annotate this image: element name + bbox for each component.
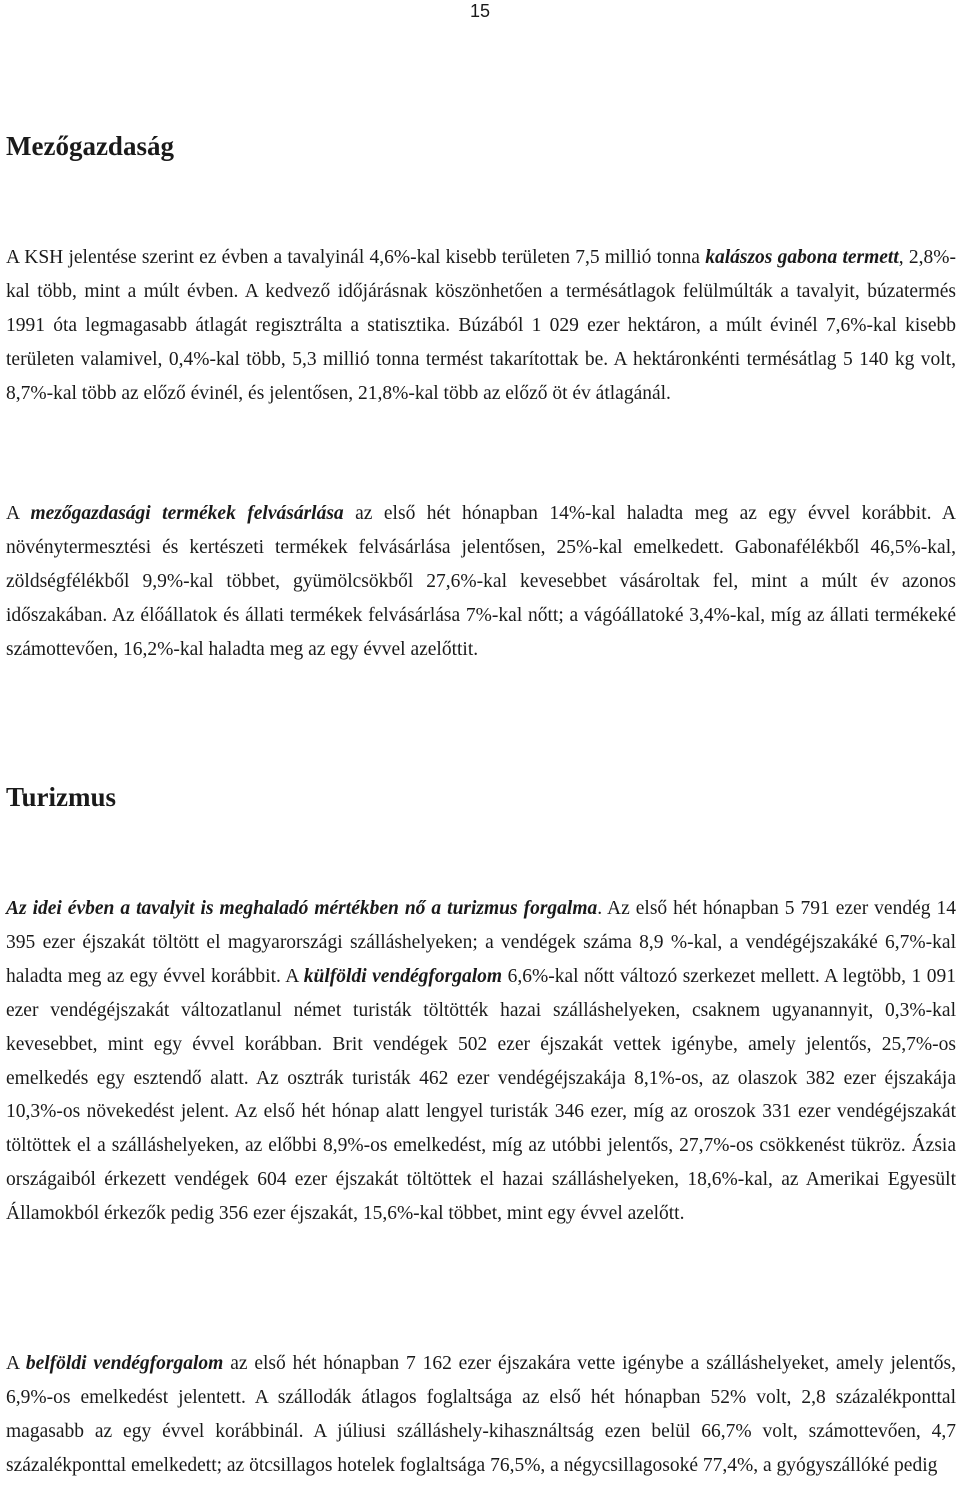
text-run: . Az első hét hónapban 5 791 ezer vendég 14 395 ezer éjszakát töltött el magyarországi szálláshelyeken; a vendégek száma 8,9 %-kal, a vendégéjszakáké 6,7%-kal haladta meg az egy évvel korábbit. A	[6, 898, 956, 987]
agriculture-paragraph-1	[6, 241, 956, 411]
emphasis-run: kalászos gabona termett	[705, 247, 899, 268]
text-run: A	[6, 503, 31, 524]
text-run: , 2,8%-kal több, mint a múlt évben. A kedvező időjárásnak köszönhetően a termésátlagok felülmúlták a tavalyit, búzatermés 1991 óta legmagasabb átlagát regisztrálta a statisztika. Búzából 1 029 ezer hektáron, a múlt évinél 7,6%-kal kisebb területen valamivel, 0,4%-kal több, 5,3 millió tonna termést takarítottak be. A hektáronkénti termésátlag 5 140 kg volt, 8,7%-kal több az előző évinél, és jelentősen, 21,8%-kal több az előző öt év átlagánál.	[6, 247, 956, 404]
page-number: 15	[469, 1, 491, 21]
agriculture-paragraph-2	[6, 497, 956, 667]
text-run: A KSH jelentése szerint ez évben a tavalyinál 4,6%-kal kisebb területen 7,5 millió tonna	[6, 247, 706, 268]
emphasis-run: belföldi vendégforgalom	[25, 1353, 224, 1374]
emphasis-run: külföldi vendégforgalom	[303, 965, 503, 987]
emphasis-run: Az idei évben a tavalyit is meghaladó mértékben nő a turizmus forgalma	[6, 898, 598, 919]
tourism-paragraph-2	[6, 1347, 956, 1483]
section-title-agriculture: Mezőgazdaság	[6, 131, 174, 161]
text-run: 6,6%-kal nőtt változó szerkezet mellett. A legtöbb, 1 091 ezer vendégéjszakát változatlanul német turisták töltötték hazai szálláshelyeken, csaknem ugyanannyit, 0,3%-kal kevesebbet, mint egy évvel korábban. Brit vendégek 502 ezer éjszakát vettek igénybe, amely jelentős, 25,7%-os emelkedés egy esztendő alatt. Az osztrák turisták 462 ezer vendégéjszakája 8,1%-os, az olaszok 382 ezer éjszakája 10,3%-os növekedést jelent. Az első hét hónap alatt lengyel turisták 346 ezer, míg az oroszok 331 ezer vendégéjszakát töltöttek el a szálláshelyeken, az előbbi 8,9%-os emelkedést, míg az utóbbi jelentős, 27,7%-os csökkenést tükröz. Ázsia országaiból érkezett vendégek 604 ezer éjszakát töltöttek el hazai szálláshelyeken, 18,6%-kal, az Amerikai Egyesült Államokból érkezők pedig 356 ezer éjszakát, 15,6%-kal többet, mint egy évvel azelőtt.	[6, 965, 956, 1225]
text-run: az első hét hónapban 7 162 ezer éjszakára vette igénybe a szálláshelyeket, amely jelentős, 6,9%-os emelkedést jelentett. A szállodák átlagos foglaltsága az első hét hónapban 52% volt, 2,8 százalékponttal magasabb az egy évvel korábbinál. A júliusi szálláshely-kihasználtság ezen belül 66,7% volt, számottevően, 4,7 százalékponttal emelkedett; az ötcsillagos hotelek foglaltsága 76,5%, a négycsillagosoké 77,4%, a gyógyszállóké pedig	[6, 1353, 956, 1476]
text-run: A	[6, 1353, 26, 1374]
emphasis-run: mezőgazdasági termékek felvásárlása	[30, 503, 344, 524]
tourism-paragraph-1	[6, 892, 956, 1231]
section-title-tourism: Turizmus	[6, 782, 117, 812]
text-run: az első hét hónapban 14%-kal haladta meg az egy évvel korábbit. A növénytermesztési és kertészeti termékek felvásárlása jelentősen, 25%-kal emelkedett. Gabonafélékből 46,5%-kal, zöldségfélékből 9,9%-kal többet, gyümölcsökből 27,6%-kal kevesebbet vásároltak fel, mint a múlt év azonos időszakában. Az élőállatok és állati termékek felvásárlása 7%-kal nőtt; a vágóállatoké 3,4%-kal, míg az állati termékeké számottevően, 16,2%-kal haladta meg az egy évvel azelőttit.	[6, 503, 956, 660]
